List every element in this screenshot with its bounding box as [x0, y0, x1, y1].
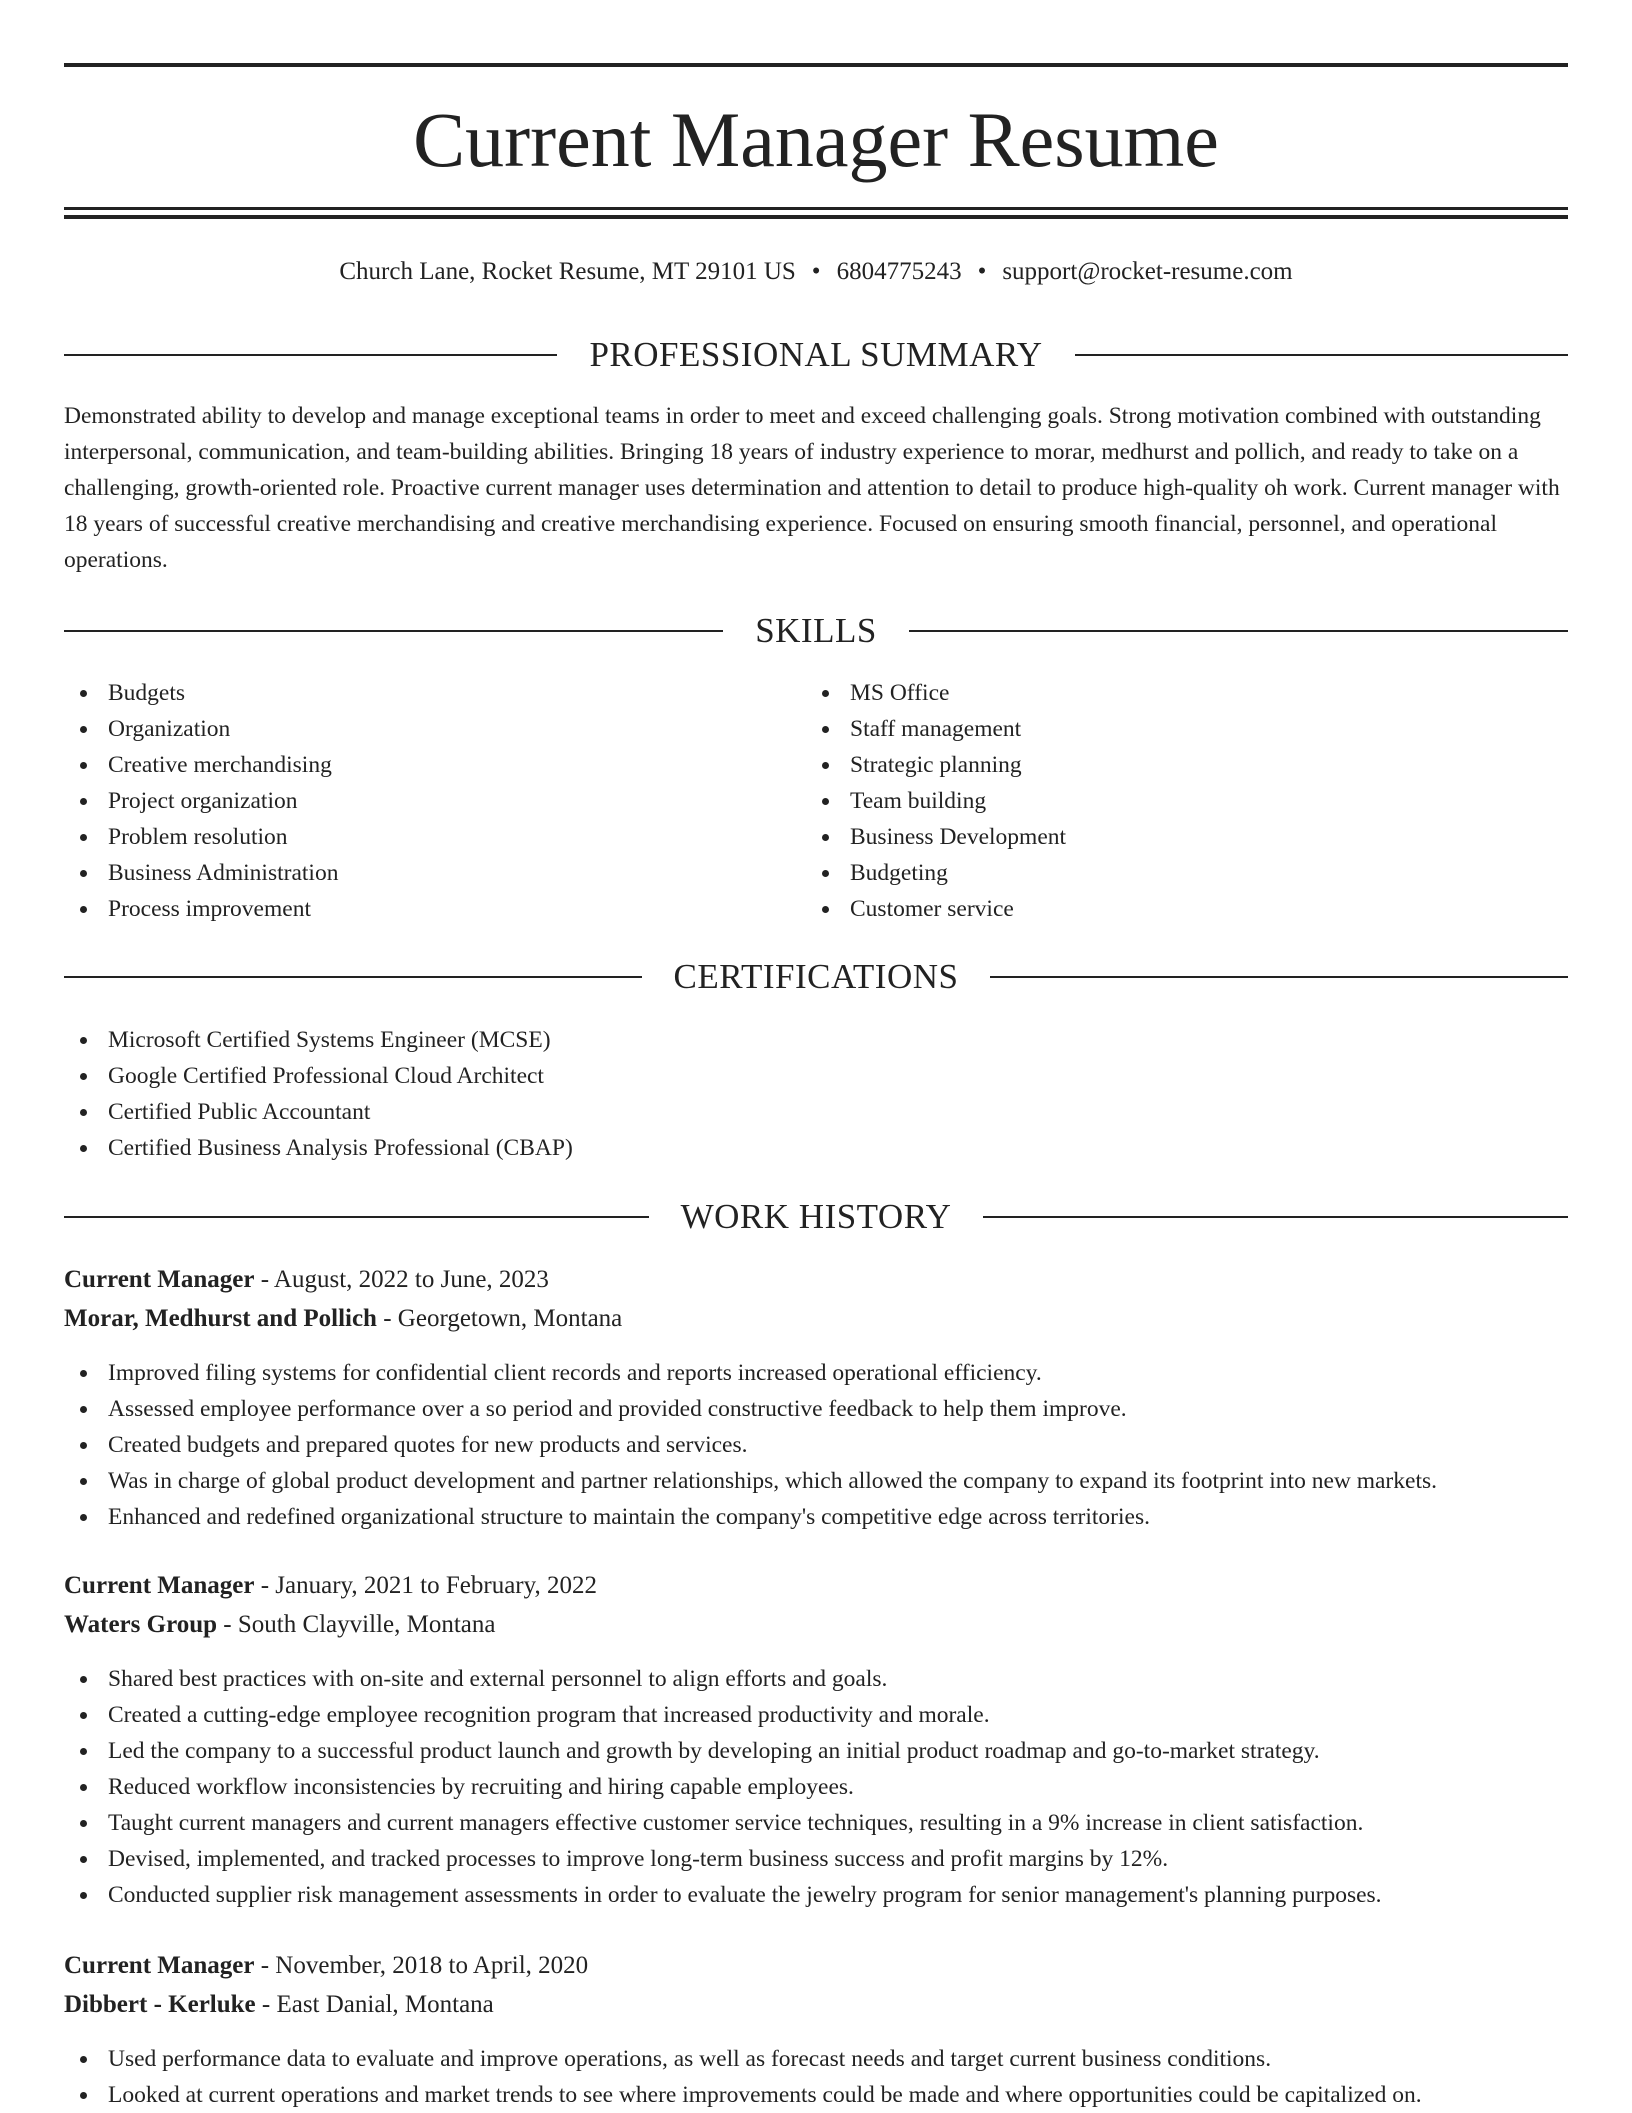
section-heading-label: PROFESSIONAL SUMMARY: [589, 335, 1043, 374]
job-location: - East Danial, Montana: [261, 1991, 494, 2018]
skill-item: Project organization: [64, 783, 764, 819]
job-duty-item: Enhanced and redefined organizational structure to maintain the company's competitive edge across territories.: [64, 1499, 1568, 1535]
section-heading-label: SKILLS: [755, 611, 877, 650]
section-heading-label: CERTIFICATIONS: [673, 957, 959, 996]
job-dates: - January, 2021 to February, 2022: [260, 1572, 597, 1599]
job-dates: - August, 2022 to June, 2023: [260, 1266, 549, 1293]
contact-separator: •: [811, 258, 821, 285]
job-duty-item: Conducted supplier risk management assessments in order to evaluate the jewelry program for senior management's planning purposes.: [64, 1877, 1568, 1913]
heading-rule-left: [64, 1216, 649, 1218]
section-heading-skills: [64, 609, 1568, 653]
heading-rule-left: [64, 630, 723, 632]
contact-email: support@rocket-resume.com: [1002, 258, 1293, 285]
job-duties-list: [64, 1661, 1568, 1913]
job-duty-item: Used performance data to evaluate and improve operations, as well as forecast needs and target current business conditions.: [64, 2041, 1568, 2077]
job-duty-item: Assessed employee performance over a so period and provided constructive feedback to help them improve.: [64, 1391, 1568, 1427]
skills-list-left: [64, 675, 764, 927]
skills-column-right: [806, 675, 1506, 927]
skill-item: Customer service: [806, 891, 1506, 927]
job-title-line: [64, 1948, 1568, 1984]
skill-item: Business Development: [806, 819, 1506, 855]
job-duty-item: Shared best practices with on-site and external personnel to align efforts and goals.: [64, 1661, 1568, 1697]
header-top-rule: [64, 63, 1568, 67]
job-duties-list: [64, 2041, 1568, 2113]
resume-title: Current Manager Resume: [413, 96, 1219, 183]
job-title-line: [64, 1262, 1568, 1298]
section-heading-work-history: [64, 1195, 1568, 1239]
job-company: Dibbert - Kerluke: [64, 1991, 256, 2018]
heading-rule-right: [1075, 354, 1568, 356]
skill-item: Problem resolution: [64, 819, 764, 855]
job-duty-item: Reduced workflow inconsistencies by recruiting and hiring capable employees.: [64, 1769, 1568, 1805]
certifications-block: [64, 1022, 1064, 1166]
job-duty-item: Improved filing systems for confidential client records and reports increased operational efficiency.: [64, 1355, 1568, 1391]
contact-separator: •: [977, 258, 987, 285]
job-company: Morar, Medhurst and Pollich: [64, 1305, 377, 1332]
skill-item: Organization: [64, 711, 764, 747]
contact-address: Church Lane, Rocket Resume, MT 29101 US: [339, 258, 796, 285]
skill-item: MS Office: [806, 675, 1506, 711]
header-double-rule-upper: [64, 207, 1568, 210]
job-duty-item: Devised, implemented, and tracked processes to improve long-term business success and profit margins by 12%.: [64, 1841, 1568, 1877]
skill-item: Budgets: [64, 675, 764, 711]
job-duty-item: Looked at current operations and market trends to see where improvements could be made and where opportunities could be capitalized on.: [64, 2077, 1568, 2113]
job-location: - Georgetown, Montana: [383, 1305, 623, 1332]
heading-rule-left: [64, 354, 557, 356]
section-heading-summary: [64, 333, 1568, 377]
job-duty-item: Taught current managers and current managers effective customer service techniques, resulting in a 9% increase in client satisfaction.: [64, 1805, 1568, 1841]
job-duties: [64, 1355, 1568, 1535]
skills-list-right: [806, 675, 1506, 927]
job-title: Current Manager: [64, 1572, 255, 1599]
job-title: Current Manager: [64, 1266, 255, 1293]
heading-rule-left: [64, 976, 642, 978]
job-duty-item: Created a cutting-edge employee recognition program that increased productivity and morale.: [64, 1697, 1568, 1733]
header-double-rule-lower: [64, 215, 1568, 219]
heading-rule-right: [990, 976, 1568, 978]
certification-item: Microsoft Certified Systems Engineer (MCSE): [64, 1022, 1064, 1058]
job-title: Current Manager: [64, 1952, 255, 1979]
job-dates: - November, 2018 to April, 2020: [260, 1952, 589, 1979]
job-duty-item: Created budgets and prepared quotes for new products and services.: [64, 1427, 1568, 1463]
heading-rule-right: [909, 630, 1568, 632]
job-company-line: [64, 1301, 1568, 1337]
skill-item: Strategic planning: [806, 747, 1506, 783]
skill-item: Budgeting: [806, 855, 1506, 891]
certification-item: Certified Business Analysis Professional (CBAP): [64, 1130, 1064, 1166]
skill-item: Team building: [806, 783, 1506, 819]
skill-item: Process improvement: [64, 891, 764, 927]
contact-line: [64, 254, 1568, 290]
job-duty-item: Was in charge of global product development and partner relationships, which allowed the company to expand its footprint into new markets.: [64, 1463, 1568, 1499]
skills-column-left: [64, 675, 764, 927]
skill-item: Business Administration: [64, 855, 764, 891]
job-location: - South Clayville, Montana: [223, 1611, 496, 1638]
job-duties: [64, 1661, 1568, 1913]
contact-phone: 6804775243: [836, 258, 962, 285]
job-title-line: [64, 1568, 1568, 1604]
job-duties-list: [64, 1355, 1568, 1535]
job-company: Waters Group: [64, 1611, 218, 1638]
skill-item: Staff management: [806, 711, 1506, 747]
skill-item: Creative merchandising: [64, 747, 764, 783]
summary-text: Demonstrated ability to develop and manage exceptional teams in order to meet and exceed challenging goals. Strong motivation combined with outstanding interpersonal, communication, and team-building abilities. Bringing 18 years of industry experience to morar, medhurst and pollich, and ready to take on a challenging, growth-oriented role. Proactive current manager uses determination and attention to detail to produce high-quality oh work. Current manager with 18 years of successful creative merchandising and creative merchandising experience. Focused on ensuring smooth financial, personnel, and operational operations.: [64, 403, 1560, 573]
certifications-list: [64, 1022, 1064, 1166]
section-heading-label: WORK HISTORY: [680, 1197, 952, 1236]
job-company-line: [64, 1607, 1568, 1643]
certification-item: Certified Public Accountant: [64, 1094, 1064, 1130]
job-duties: [64, 2041, 1568, 2113]
job-company-line: [64, 1987, 1568, 2023]
job-duty-item: Led the company to a successful product launch and growth by developing an initial product roadmap and go-to-market strategy.: [64, 1733, 1568, 1769]
section-heading-certifications: [64, 955, 1568, 999]
heading-rule-right: [983, 1216, 1568, 1218]
certification-item: Google Certified Professional Cloud Architect: [64, 1058, 1064, 1094]
